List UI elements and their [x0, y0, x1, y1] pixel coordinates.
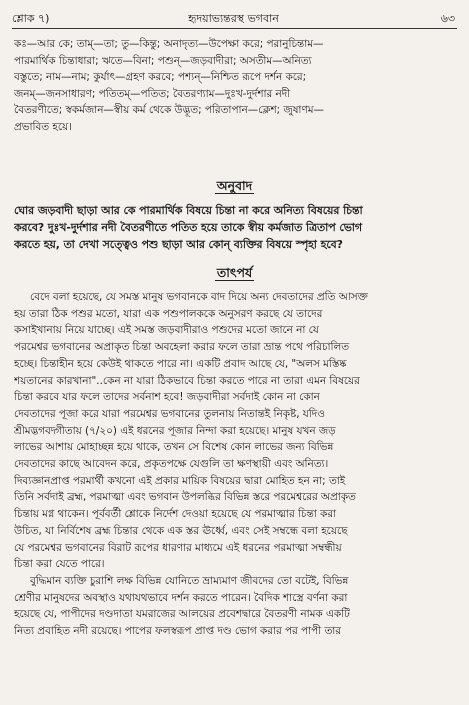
purport-line: চিন্তা করা যেতে পারে। [14, 558, 105, 571]
chapter-title: হৃদয়াভ্যন্তরস্থ ভগবান [188, 12, 279, 25]
purport-heading: তাৎপর্য [216, 265, 253, 280]
purport-line: যে পরমেশ্বর ভগবানের বিরাট রূপের ধারণার মাধ্যমে এই ধরনের পরমাত্মা সম্বন্ধীয় [14, 541, 342, 554]
purport-line: চিন্তা করবে যার ফলে তাদের সর্বনাশ হবে! জড়বাদীরা সর্বদাই কোন না কোন [14, 391, 320, 404]
word-meanings-line: পারমার্থিক চিন্তাধারা; ঋতে—বিনা; পশুন্—জড়বাদীরা; অসতীম—অনিত্য [14, 54, 312, 67]
word-meanings-line: বস্তুতে; নাম—নাম; কুর্যাৎ—গ্রহণ করবে; পশ্যন্—নিশ্চিত রূপে দর্শন করে; [14, 71, 307, 84]
purport-text [14, 289, 455, 640]
purport-line: বুদ্ধিমান ব্যক্তি চুরাশি লক্ষ বিভিন্ন যোনিতে ভ্রাম্যমাণ জীবদের তো বটেই, বিভিন্ন [30, 574, 349, 587]
purport-line: দেবতাদের পূজা করে যারা পরমেশ্বর ভগবানের তুলনায় নিতান্তই নিকৃষ্ট, যদিও [14, 407, 325, 420]
running-header [12, 10, 455, 28]
purport-line: পরমেশ্বর ভগবানের অপ্রাকৃত চিন্তা অবহেলা করার ফলে তারা ভ্রান্ত পথে পরিচালিত [14, 341, 349, 354]
header-rule [12, 28, 457, 29]
verse-reference: শ্লোক ৭) [12, 12, 50, 25]
purport-line: দেবতাদের কাছে আবেদন করে, প্রকৃতপক্ষে যেগুলি তা ক্ষণস্থায়ী এবং অনিত্য। [14, 458, 329, 471]
word-meanings [14, 36, 455, 136]
purport-line: হচ্ছে। চিন্তাহীন হয়ে কেউই থাকতে পারে না। একটি প্রবাদ আছে যে, "অলস মস্তিষ্ক [14, 357, 347, 370]
purport-line: শ্রীমদ্ভগবদ্গীতায় (৭/২০) এই ধরনের পূজার নিন্দা করা হয়েছে। মানুষ যখন জড় [14, 424, 336, 437]
purport-line: কসাইখানায় নিয়ে যাচ্ছে। এই সমস্ত জড়বাদীরাও পশুদের মতো জানে না যে [14, 324, 319, 337]
purport-line: লাভের আশায় মোহাচ্ছন্ন হয়ে থাকে, তখন সে বিশেষ কোন লাভের জন্য বিভিন্ন [14, 441, 334, 454]
translation-line: করতে হয়, তা দেখা সত্ত্বেও পশু ছাড়া আর কোন্ ব্যক্তির বিষয়ে স্পৃহা হবে? [14, 238, 343, 251]
word-meanings-line: জনম্—জনসাধারণ; পতিতম্—পতিত; বৈতরণ্যাম—দুঃখ-দুর্দশার নদী [14, 87, 291, 100]
translation-text [14, 202, 455, 253]
page-number: ৬৩ [440, 12, 455, 25]
translation-heading: অনুবাদ [216, 178, 253, 193]
purport-line: নিত্য প্রবাহিত নদী রয়েছে। পাপের ফলস্বরূপ প্রাপ্ত দণ্ড ভোগ করার পর পাপী তার [14, 625, 341, 638]
purport-line: তিনি সর্বদাই ব্রহ্ম, পরমাত্মা এবং ভগবান উপলব্ধির বিভিন্ন স্তরে পরমেশ্বরের অপ্রাকৃত [14, 491, 356, 504]
purport-line: উচিত, যা নির্বিশেষ ব্রহ্ম চিন্তার থেকে এক স্তর ঊর্ধ্বে, এবং সেই সম্বন্ধে বলা হয়েছে [14, 524, 348, 537]
purport-line: দিব্যজ্ঞানপ্রাপ্ত পরমার্থী কখনো এই প্রকার মায়িক বিষয়ের দ্বারা মোহিত হন না; তাই [14, 474, 346, 487]
word-meanings-line: বৈতরণীতে; স্বকর্মজান—স্বীয় কর্ম থেকে উদ্ভূত; পরিতাপান—ক্লেশ; জুষাণম— [14, 104, 324, 117]
word-meanings-line: কঃ—আর কে; তাম্—তা; তু—কিন্তু; অনাদৃত্য—উপেক্ষা করে; পরানুচিন্তাম— [14, 38, 324, 50]
word-meanings-line: প্রভাবিত হয়ে। [14, 120, 72, 133]
purport-line: বেদে বলা হয়েছে, যে সমস্ত মানুষ ভগবানকে বাদ দিয়ে অন্য দেবতাদের প্রতি আসক্ত [30, 291, 368, 303]
purport-line: শ্রেণীর মানুষদের অবস্থাও যথাযথভাবে দর্শন করতে পারেন। বৈদিক শাস্ত্রে বর্ণনা করা [14, 591, 348, 604]
purport-line: চিন্তায় মগ্ন থাকেন। পূর্ববর্তী শ্লোকে নির্দেশ দেওয়া হয়েছে যে পরমাত্মার চিন্তা করা [14, 508, 337, 521]
purport-line: হয়েছে যে, পাপীদের দণ্ডদাতা যমরাজের আলয়ের প্রবেশদ্বারে বৈতরণী নামক একটি [14, 608, 350, 621]
purport-line: হয় তারা ঠিক পশুর মতো, যারা এক পশুপালককে অনুসরণ করছে যে তাদের [14, 307, 323, 320]
purport-line: শয়তানের কারখানা"..কেন না যারা ঠিকভাবে চিন্তা করতে পারে না তারা এমন বিষয়ের [14, 374, 360, 387]
translation-line: ঘোর জড়বাদী ছাড়া আর কে পারমার্থিক বিষয়ে চিন্তা না করে অনিত্য বিষয়ের চিন্তা [14, 204, 363, 217]
translation-line: করবে? দুঃখ-দুর্দশার নদী বৈতরণীতে পতিত হয়ে তাকে স্বীয় কর্মজাত ত্রিতাপ ভোগ [14, 221, 362, 234]
